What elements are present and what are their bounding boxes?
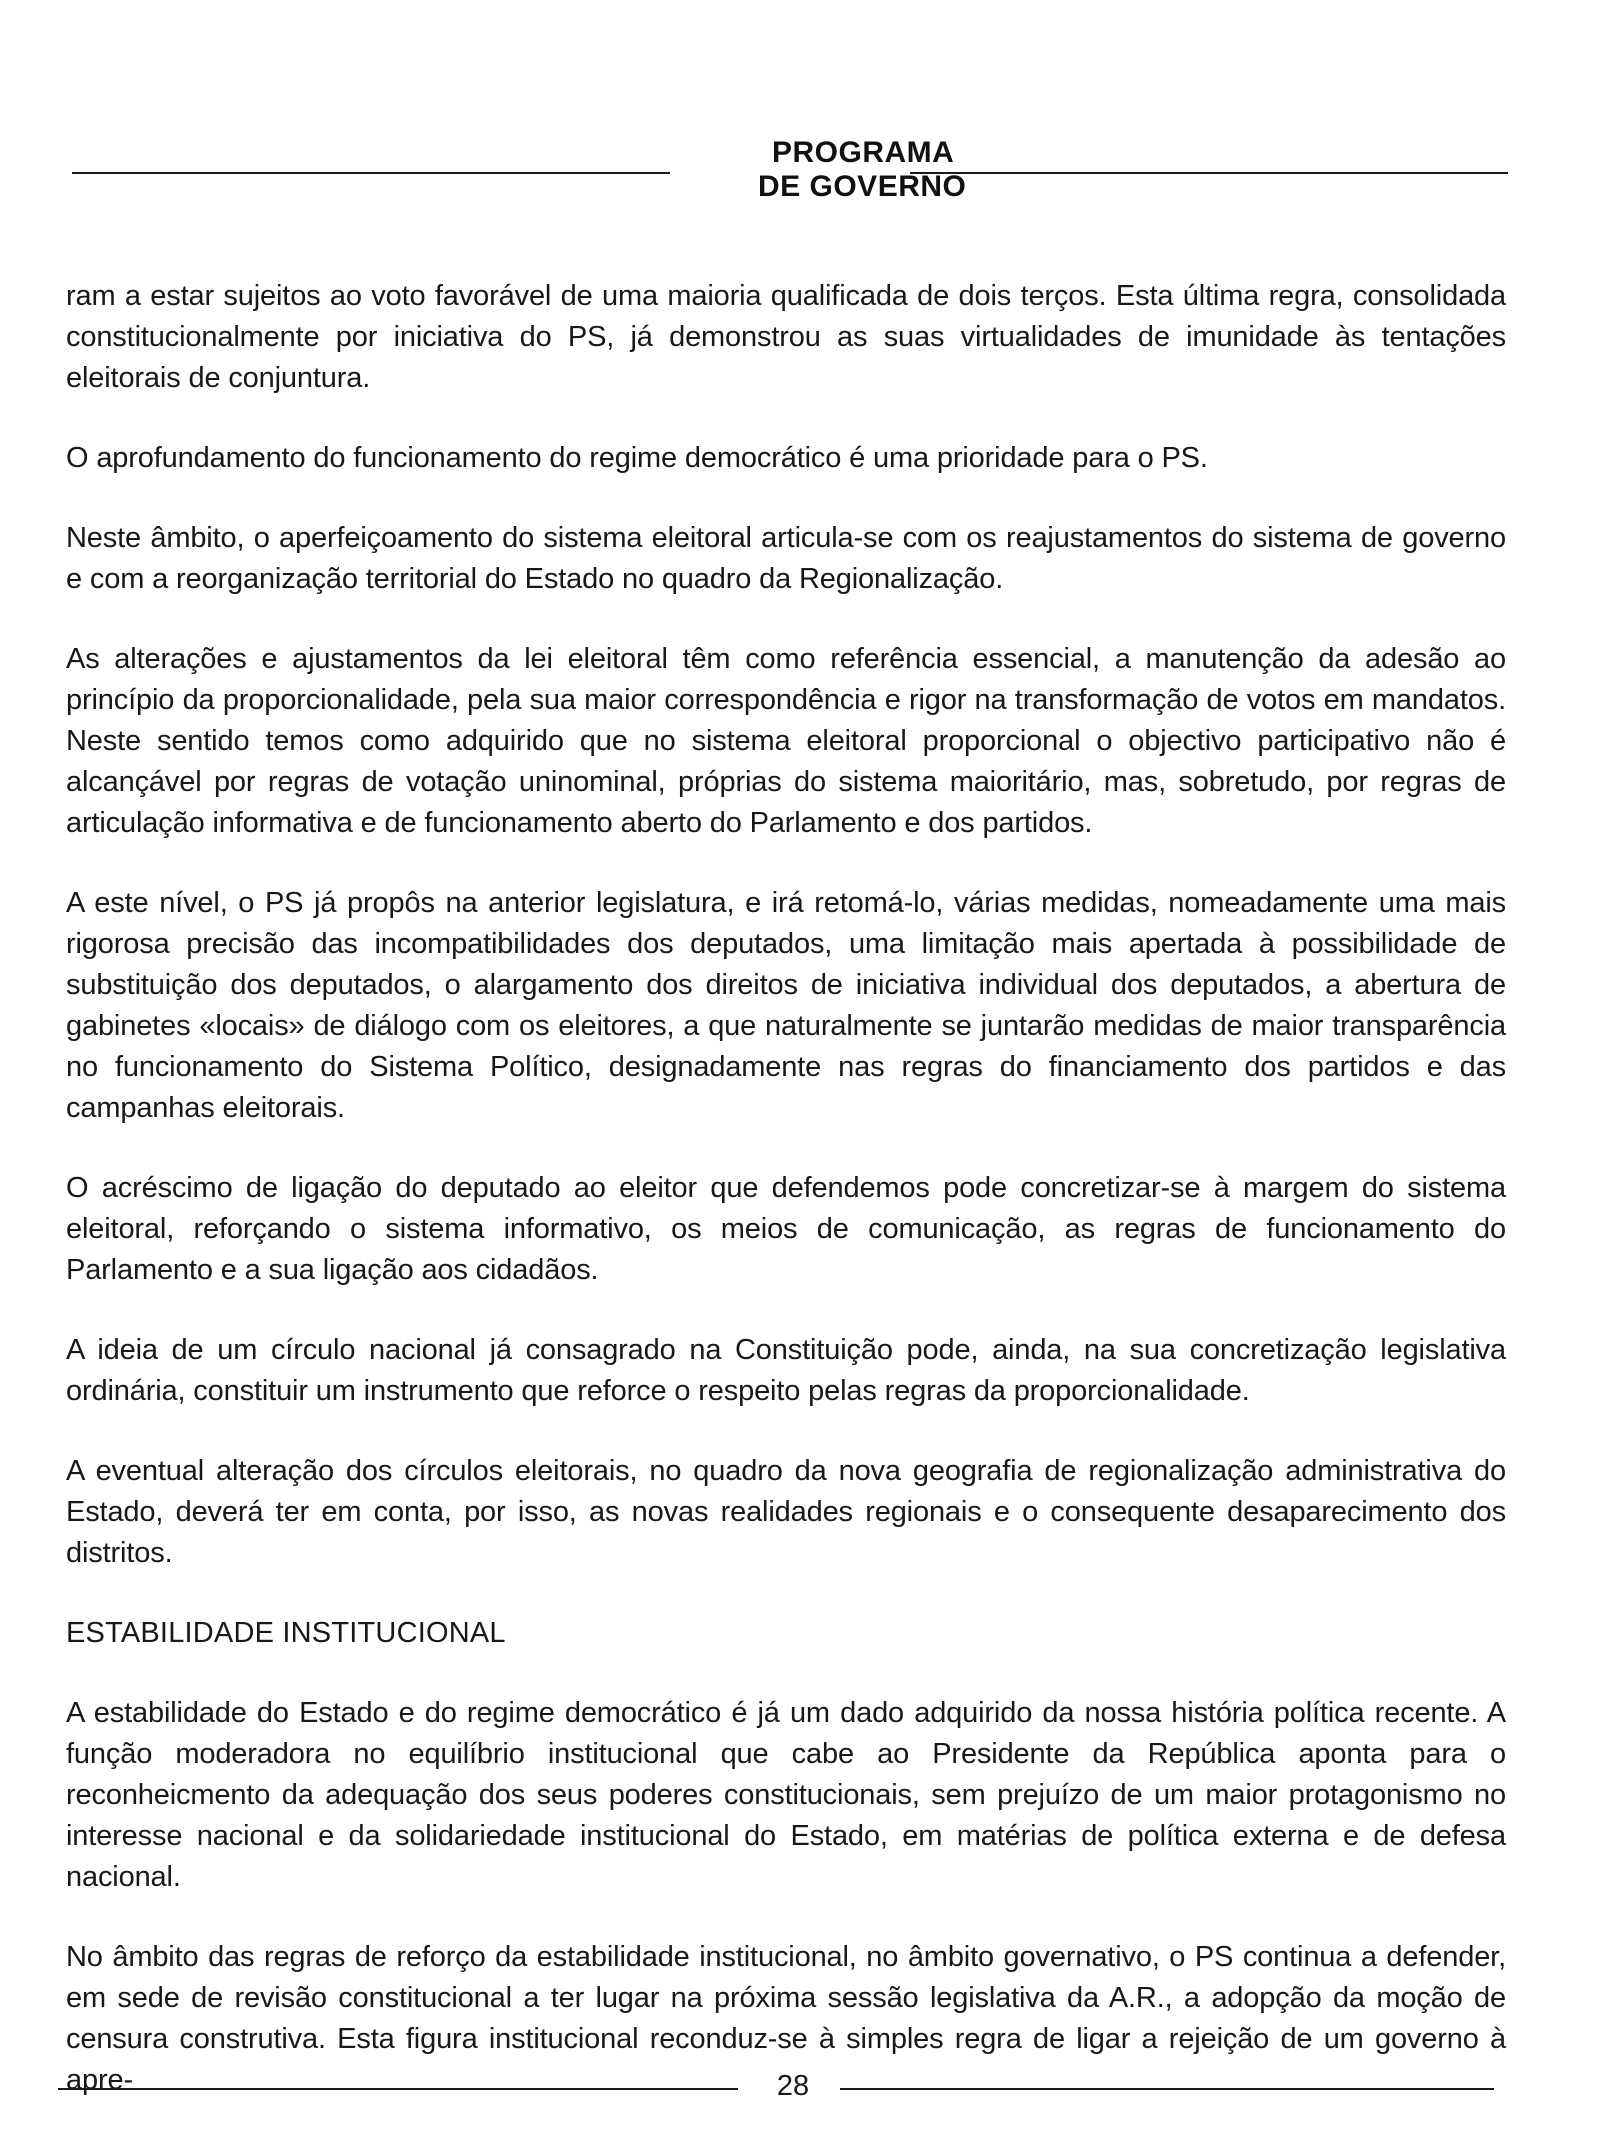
paragraph: No âmbito das regras de reforço da estabilidade institucional, no âmbito governativo, o PS continua a defender, em sede de revisão constitucional a ter lugar na próxima sessão legislativa da A.R., a adopção da moção de censura construtiva. Esta figura institucional reconduz-se à simples regra de ligar a rejeição de um governo à apre- xyxy=(66,1941,1506,2096)
section-heading: ESTABILIDADE INSTITUCIONAL xyxy=(66,1617,506,1649)
header-rule-left xyxy=(72,172,670,174)
paragraph: Neste âmbito, o aperfeiçoamento do sistema eleitoral articula-se com os reajustamentos do sistema de governo e com a reorganização territorial do Estado no quadro da Regionalização. xyxy=(66,522,1506,595)
paragraph: O aprofundamento do funcionamento do regime democrático é uma prioridade para o PS. xyxy=(66,442,1208,474)
footer-rule-left xyxy=(58,2088,738,2090)
paragraph: ram a estar sujeitos ao voto favorável de uma maioria qualificada de dois terços. Esta última regra, consolidada constitucionalmente por iniciativa do PS, já demonstrou as suas virtualidades de imunidade às tentações eleitorais de conjuntura. xyxy=(66,280,1506,394)
paragraph: A ideia de um círculo nacional já consagrado na Constituição pode, ainda, na sua concretização legislativa ordinária, constituir um instrumento que reforce o respeito pelas regras da proporcionalidade. xyxy=(66,1334,1506,1407)
paragraph: As alterações e ajustamentos da lei eleitoral têm como referência essencial, a manutenção da adesão ao princípio da proporcionalidade, pela sua maior correspondência e rigor na transformação de votos em mandatos. Neste sentido temos como adquirido que no sistema eleitoral proporcional o objectivo participativo não é alcançável por regras de votação uninominal, próprias do sistema maioritário, mas, sobretudo, por regras de articulação informativa e de funcionamento aberto do Parlamento e dos partidos. xyxy=(66,643,1506,839)
header-rule-right xyxy=(910,172,1508,174)
header-title-line2: DE GOVERNO xyxy=(758,170,967,203)
page-body xyxy=(66,276,1506,2140)
paragraph: A estabilidade do Estado e do regime democrático é já um dado adquirido da nossa história política recente. A função moderadora no equilíbrio institucional que cabe ao Presidente da República aponta para o reconheicmento da adequação dos seus poderes constitucionais, sem prejuízo de um maior protagonismo no interesse nacional e da solidariedade institucional do Estado, em matérias de política externa e de defesa nacional. xyxy=(66,1697,1506,1893)
paragraph: A eventual alteração dos círculos eleitorais, no quadro da nova geografia de regionalização administrativa do Estado, deverá ter em conta, por isso, as novas realidades regionais e o consequente desaparecimento dos distritos. xyxy=(66,1455,1506,1569)
header-title xyxy=(680,136,967,204)
page-header xyxy=(72,136,1508,208)
page-footer xyxy=(58,2066,1494,2106)
page-number: 28 xyxy=(776,2070,810,2102)
footer-rule-right xyxy=(840,2088,1494,2090)
header-title-line1: PROGRAMA xyxy=(772,136,955,169)
paragraph: O acréscimo de ligação do deputado ao eleitor que defendemos pode concretizar-se à margem do sistema eleitoral, reforçando o sistema informativo, os meios de comunicação, as regras de funcionamento do Parlamento e a sua ligação aos cidadãos. xyxy=(66,1172,1506,1286)
paragraph: A este nível, o PS já propôs na anterior legislatura, e irá retomá-lo, várias medidas, nomeadamente uma mais rigorosa precisão das incompatibilidades dos deputados, uma limitação mais apertada à possibilidade de substituição dos deputados, o alargamento dos direitos de iniciativa individual dos deputados, a abertura de gabinetes «locais» de diálogo com os eleitores, a que naturalmente se juntarão medidas de maior transparência no funcionamento do Sistema Político, designadamente nas regras do financiamento dos partidos e das campanhas eleitorais. xyxy=(66,887,1506,1124)
